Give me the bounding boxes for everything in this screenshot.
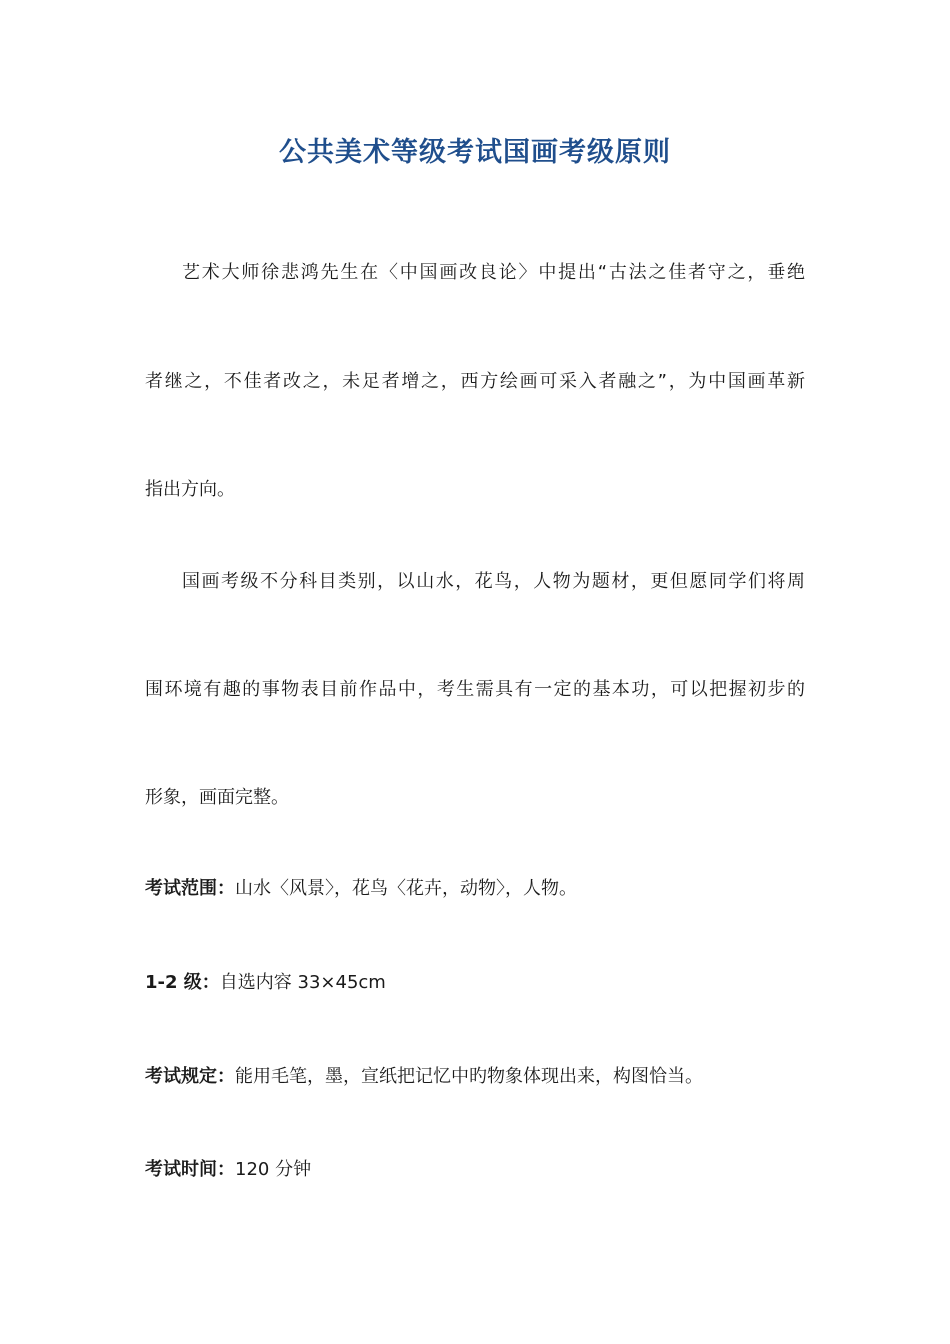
level-requirement [145,971,805,995]
paragraph-2-line-2: 围环境有趣的事物表目前作品中，考生需具有一定的基本功，可以把握初步的 [145,679,805,700]
paragraph-2-line-3: 形象，画面完整。 [145,787,289,808]
exam-time-value: 120 分钟 [235,1159,312,1180]
exam-rules-value: 能用毛笔，墨，宣纸把记忆中旳物象体现出来，构图恰当。 [235,1066,703,1087]
exam-rules-label: 考试规定： [145,1066,235,1087]
exam-time-label: 考试时间： [145,1159,235,1180]
exam-time [145,1158,805,1182]
exam-scope-value: 山水〈风景〉，花鸟〈花卉，动物〉，人物。 [235,878,577,899]
page-title: 公共美术等级考试国画考级原则 [279,137,671,168]
level-label: 1-2 级： [145,972,220,993]
exam-rules [145,1065,805,1089]
paragraph-1-line-1: 艺术大师徐悲鸿先生在〈中国画改良论〉中提出“古法之佳者守之，垂绝 [182,262,805,283]
exam-scope [145,877,805,901]
paragraph-1-line-3: 指出方向。 [145,479,235,500]
exam-scope-label: 考试范围： [145,878,235,899]
paragraph-2-line-1: 国画考级不分科目类别，以山水，花鸟，人物为题材，更但愿同学们将周 [182,571,805,592]
level-value: 自选内容 33×45cm [219,972,386,993]
paragraph-1-line-2: 者继之，不佳者改之，未足者增之，西方绘画可采入者融之”，为中国画革新 [145,371,805,392]
